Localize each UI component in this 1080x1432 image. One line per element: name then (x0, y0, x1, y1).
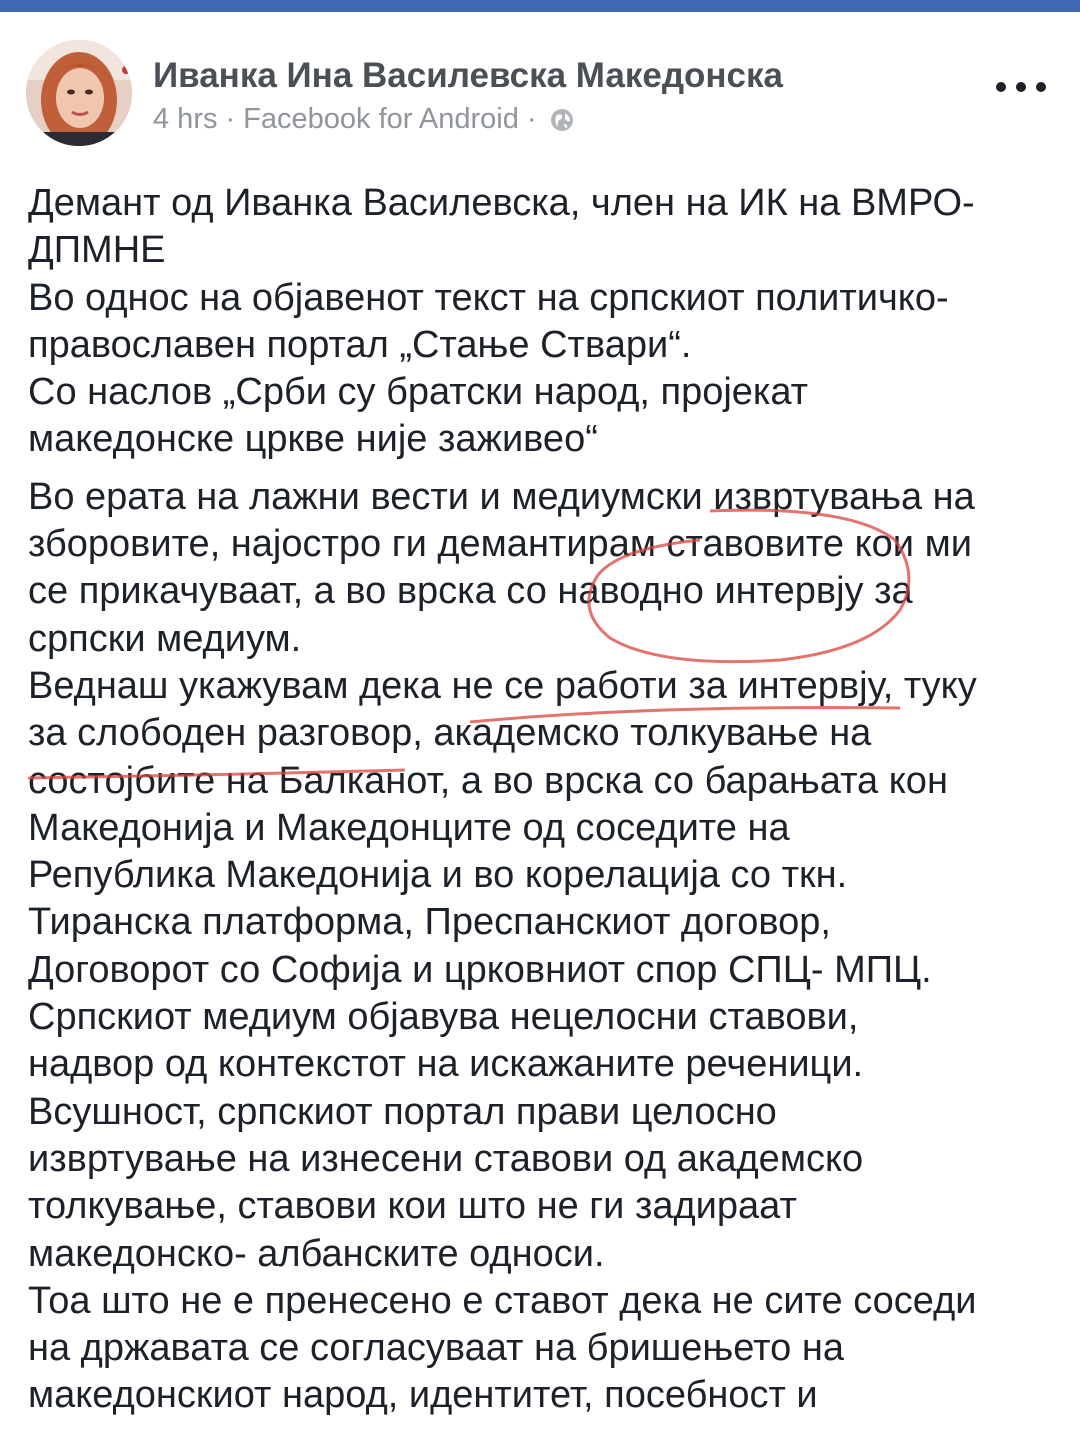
post-source: Facebook for Android (243, 103, 519, 135)
post-text-line: Во однос на објавенот текст на српскиот политичко- (28, 276, 949, 319)
post-text-line: се прикачуваат, а во врска со наводно интервју за (28, 570, 913, 613)
post-text-line: состојбите на Балканот, а во врска со барањата кон (28, 759, 948, 802)
top-bar (0, 0, 1080, 12)
post-text-line: за слободен разговор, академско толкување на (28, 712, 872, 755)
post-paragraph-main (28, 474, 1058, 1420)
post-meta (153, 103, 575, 136)
post-text-line: на државата се согласуваат на бришењето на (28, 1327, 844, 1370)
avatar-image (26, 40, 132, 146)
post-text-line: Република Македонија и во корелација со ткн. (28, 854, 848, 897)
globe-icon (549, 107, 575, 133)
author-name[interactable]: Иванка Ина Василевска Македонска (153, 56, 783, 95)
post-text-line: православен портал „Стање Ствари“. (28, 323, 692, 366)
post-text-line: македонске цркве није заживео“ (28, 418, 598, 461)
post-text-line: македонско- албанските односи. (28, 1232, 605, 1275)
post-text-line: извртување на изнесени ставови од академско (28, 1137, 864, 1180)
post-paragraph-intro (28, 180, 1058, 464)
post-text-line: надвор од контекстот на искажаните реченици. (28, 1043, 864, 1086)
post-text-line: српски медиум. (28, 617, 302, 660)
post-text-line: Тиранска платформа, Преспанскиот договор, (28, 901, 831, 944)
meta-separator: · (225, 103, 236, 135)
post-text-line: Со наслов „Срби су братски народ, пројекат (28, 371, 809, 414)
post-text-line: Веднаш укажувам дека не се работи за интервју, туку (28, 664, 977, 707)
post-text-line: Всушност, српскиот портал прави целосно (28, 1090, 777, 1133)
post-text-line: македонскиот народ, идентитет, посебност и (28, 1374, 818, 1417)
post-text-line: Тоа што не е пренесено е ставот дека не сите соседи (28, 1279, 977, 1322)
post-text-line: Српскиот медиум објавува нецелосни ставови, (28, 996, 859, 1039)
post-text-line: Договорот со Софија и црковниот спор СПЦ- МПЦ. (28, 948, 932, 991)
post-text (28, 180, 1058, 1420)
post-text-line: толкување, ставови кои што не ги задираат (28, 1185, 797, 1228)
more-options-icon[interactable] (996, 70, 1046, 104)
post-header (0, 12, 1080, 162)
meta-separator-2: · (526, 103, 537, 135)
post-text-line: зборовите, најостро ги демантирам ставовите кои ми (28, 523, 972, 566)
post-text-line: Демант од Иванка Василевска, член на ИК на ВМРО- (28, 182, 975, 224)
avatar[interactable] (26, 40, 132, 146)
post-text-line: Македонија и Македонците од соседите на (28, 806, 790, 849)
post-text-line: Во ерата на лажни вести и медиумски извртувања на (28, 475, 975, 518)
post-text-line: ДПМНЕ (28, 229, 166, 272)
post-time[interactable]: 4 hrs (153, 103, 218, 135)
